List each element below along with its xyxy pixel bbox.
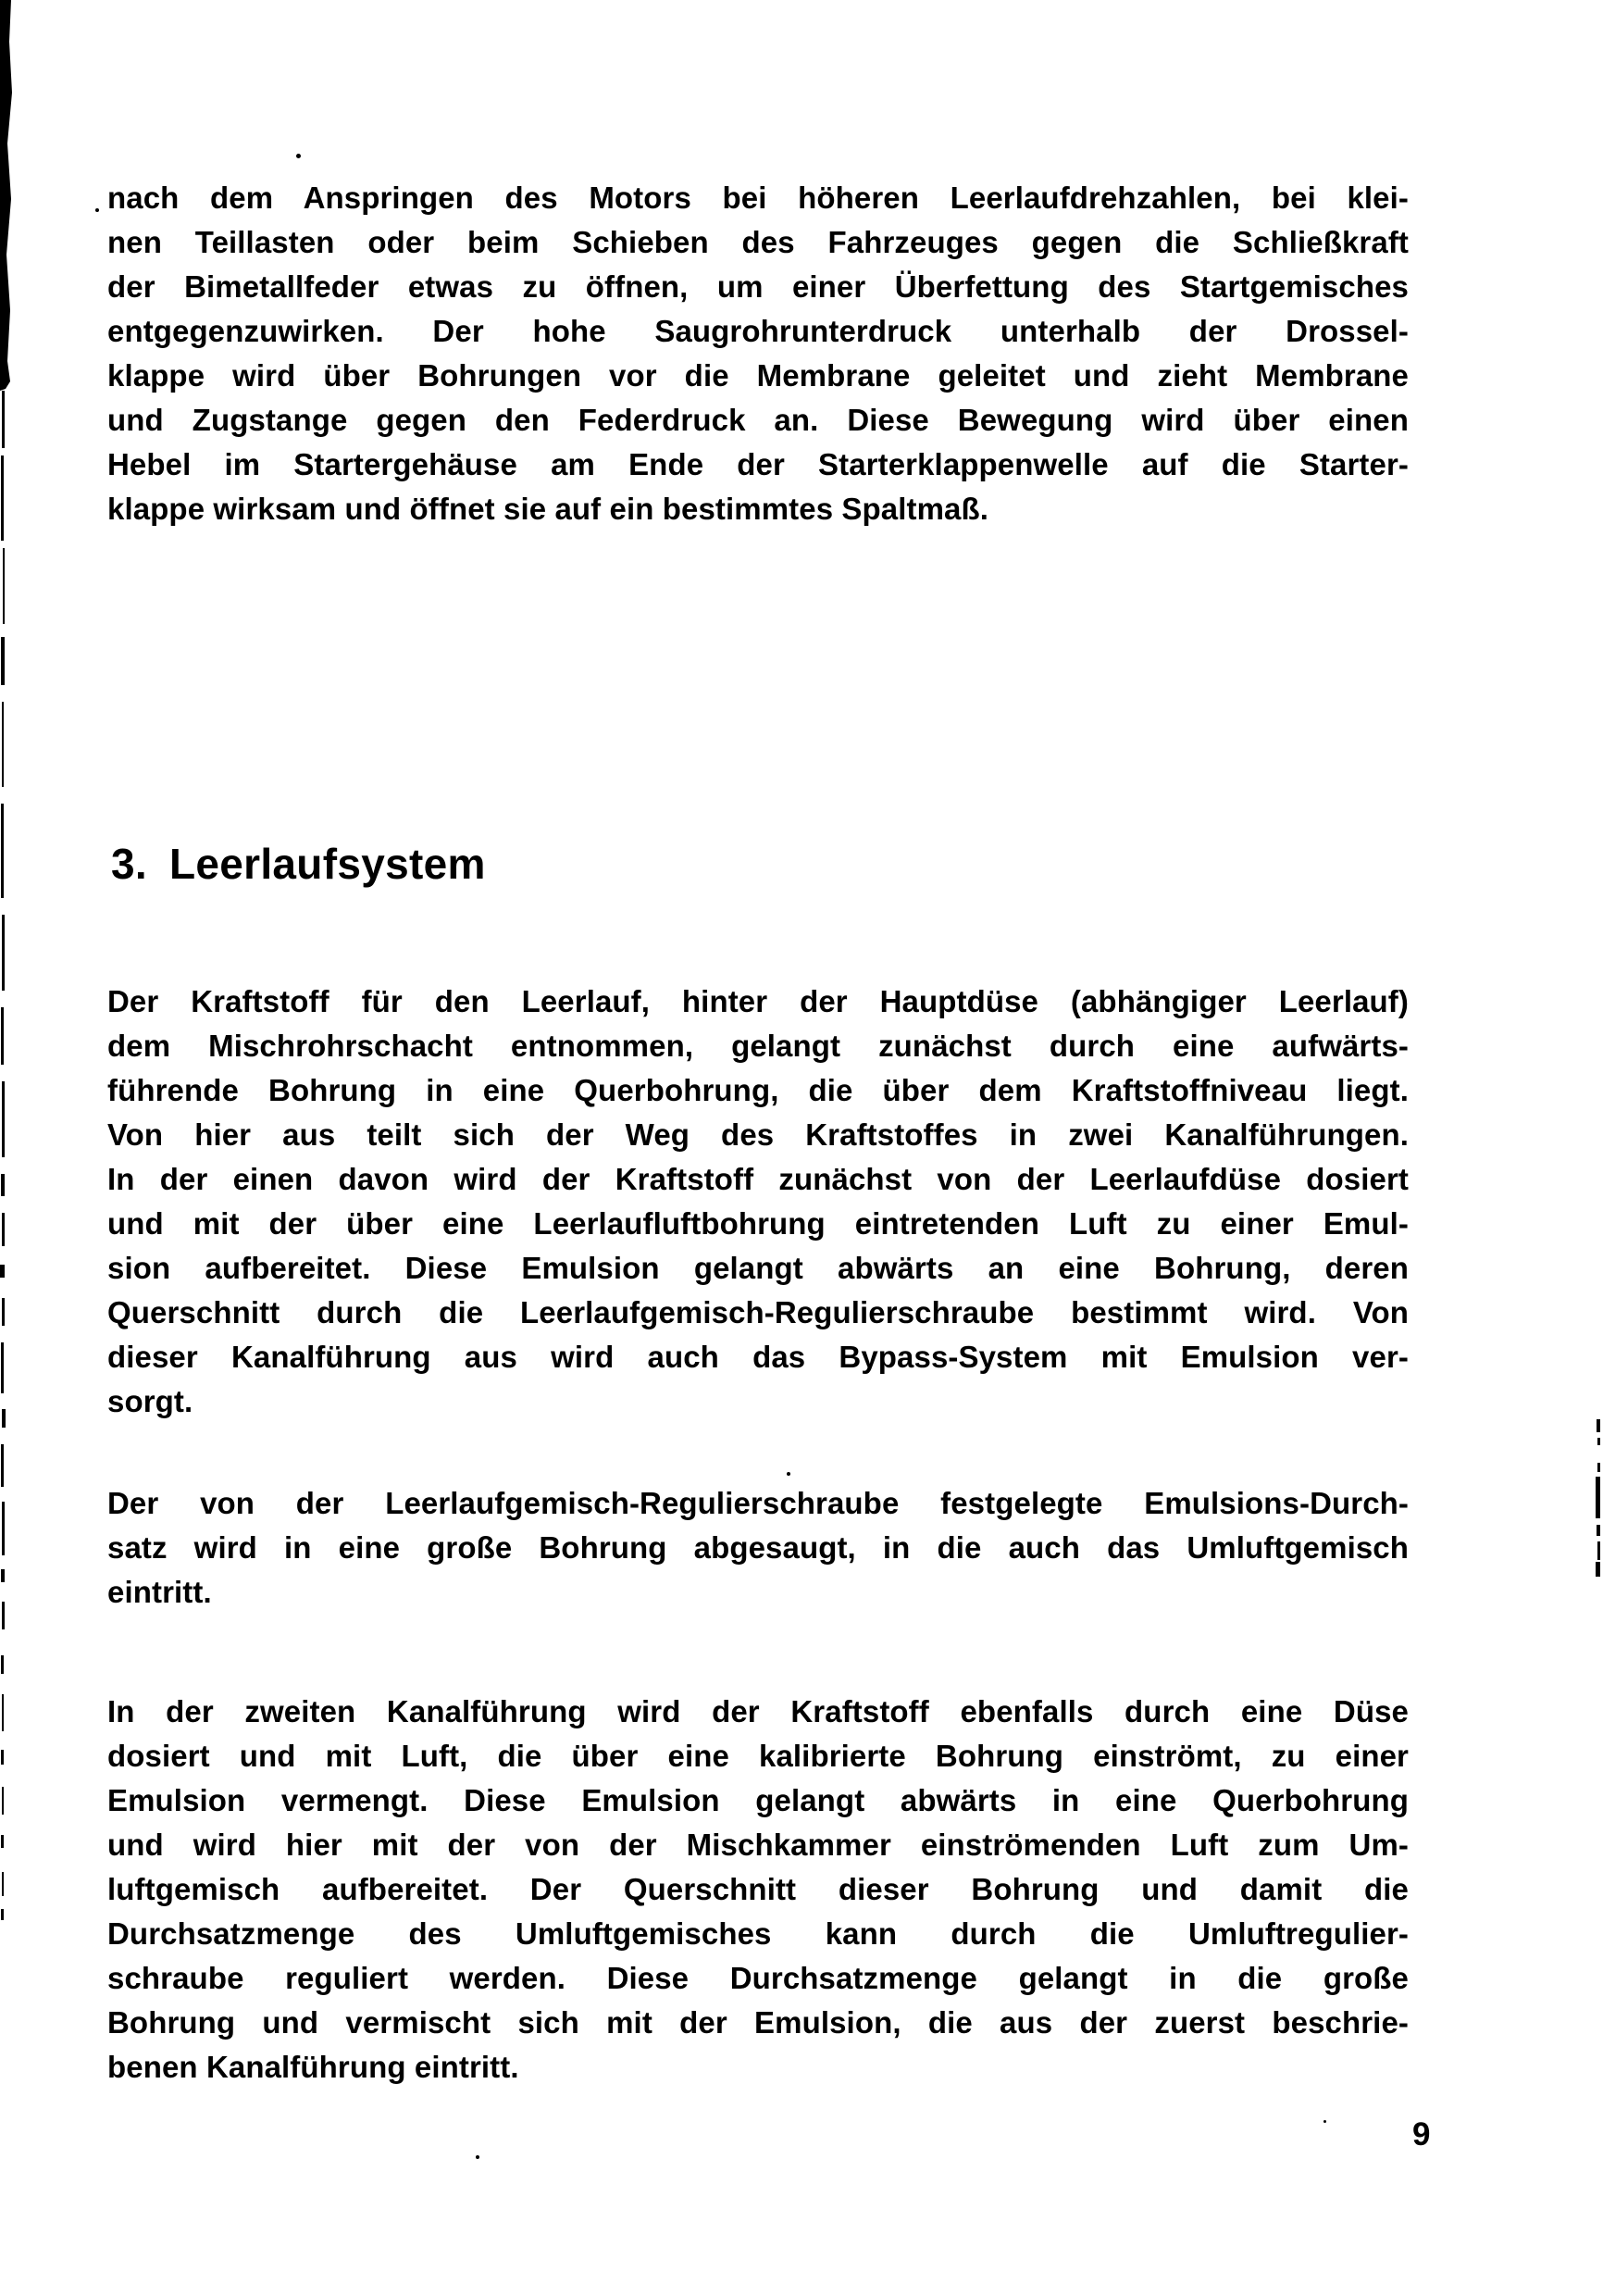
scan-speck xyxy=(787,1472,790,1476)
paragraph-1 xyxy=(107,176,1409,531)
text-line: schraube reguliert werden. Diese Durchsatzmenge gelangt in die große xyxy=(107,1961,1409,1995)
scan-speck xyxy=(95,208,99,212)
paragraph-2 xyxy=(107,980,1409,1424)
text-line: dem Mischrohrschacht entnommen, gelangt zunächst durch eine aufwärts- xyxy=(107,1029,1409,1063)
scan-binding-mark-left xyxy=(0,0,22,2037)
text-line: Emulsion vermengt. Diese Emulsion gelangt abwärts in eine Querbohrung xyxy=(107,1783,1409,1817)
text-line: Durchsatzmenge des Umluftgemisches kann durch die Umluftregulier- xyxy=(107,1916,1409,1951)
text-line: dieser Kanalführung aus wird auch das Bypass-System mit Emulsion ver- xyxy=(107,1340,1409,1374)
text-line: luftgemisch aufbereitet. Der Querschnitt dieser Bohrung und damit die xyxy=(107,1872,1409,1906)
text-line: benen Kanalführung eintritt. xyxy=(107,2050,519,2084)
text-line: der Bimetallfeder etwas zu öffnen, um einer Überfettung des Startgemisches xyxy=(107,269,1409,304)
text-line: klappe wirksam und öffnet sie auf ein bestimmtes Spaltmaß. xyxy=(107,492,989,526)
text-line: nach dem Anspringen des Motors bei höheren Leerlaufdrehzahlen, bei klei- xyxy=(107,181,1409,215)
paragraph-4 xyxy=(107,1690,1409,2090)
scan-speck xyxy=(296,154,301,158)
text-line: Von hier aus teilt sich der Weg des Kraftstoffes in zwei Kanalführungen. xyxy=(107,1117,1409,1152)
text-line: sorgt. xyxy=(107,1384,193,1418)
scan-speck xyxy=(1323,2120,1326,2123)
text-line: satz wird in eine große Bohrung abgesaugt, in die auch das Umluftgemisch xyxy=(107,1530,1409,1565)
text-line: nen Teillasten oder beim Schieben des Fahrzeuges gegen die Schließkraft xyxy=(107,225,1409,259)
text-line: und Zugstange gegen den Federdruck an. Diese Bewegung wird über einen xyxy=(107,403,1409,437)
text-line: dosiert und mit Luft, die über eine kalibrierte Bohrung einströmt, zu einer xyxy=(107,1739,1409,1773)
text-line: und wird hier mit der von der Mischkammer einströmenden Luft zum Um- xyxy=(107,1828,1409,1862)
page-number: 9 xyxy=(1412,2116,1431,2152)
scan-speck xyxy=(476,2155,479,2159)
paragraph-3 xyxy=(107,1481,1409,1615)
text-line: Querschnitt durch die Leerlaufgemisch-Regulierschraube bestimmt wird. Von xyxy=(107,1295,1409,1329)
text-line: Hebel im Startergehäuse am Ende der Starterklappenwelle auf die Starter- xyxy=(107,447,1409,481)
text-line: eintritt. xyxy=(107,1575,212,1609)
text-line: führende Bohrung in eine Querbohrung, die über dem Kraftstoffniveau liegt. xyxy=(107,1073,1409,1107)
text-line: und mit der über eine Leerlaufluftbohrung eintretenden Luft zu einer Emul- xyxy=(107,1206,1409,1241)
scan-mark-bottom-bar xyxy=(0,2259,1603,2296)
scan-marks-right-edge xyxy=(1584,1412,1603,1578)
section-heading xyxy=(111,840,486,888)
text-line: In der zweiten Kanalführung wird der Kraftstoff ebenfalls durch eine Düse xyxy=(107,1694,1409,1728)
section-title: Leerlaufsystem xyxy=(168,840,486,888)
text-line: Bohrung und vermischt sich mit der Emulsion, die aus der zuerst beschrie- xyxy=(107,2005,1409,2040)
text-line: In der einen davon wird der Kraftstoff zunächst von der Leerlaufdüse dosiert xyxy=(107,1162,1409,1196)
text-line: klappe wird über Bohrungen vor die Membrane geleitet und zieht Membrane xyxy=(107,358,1409,393)
text-line: Der Kraftstoff für den Leerlauf, hinter der Hauptdüse (abhängiger Leerlauf) xyxy=(107,984,1409,1018)
text-line: entgegenzuwirken. Der hohe Saugrohrunterdruck unterhalb der Drossel- xyxy=(107,314,1409,348)
text-line: Der von der Leerlaufgemisch-Regulierschraube festgelegte Emulsions-Durch- xyxy=(107,1486,1409,1520)
section-number: 3. xyxy=(111,840,147,888)
text-line: sion aufbereitet. Diese Emulsion gelangt abwärts an eine Bohrung, deren xyxy=(107,1251,1409,1285)
